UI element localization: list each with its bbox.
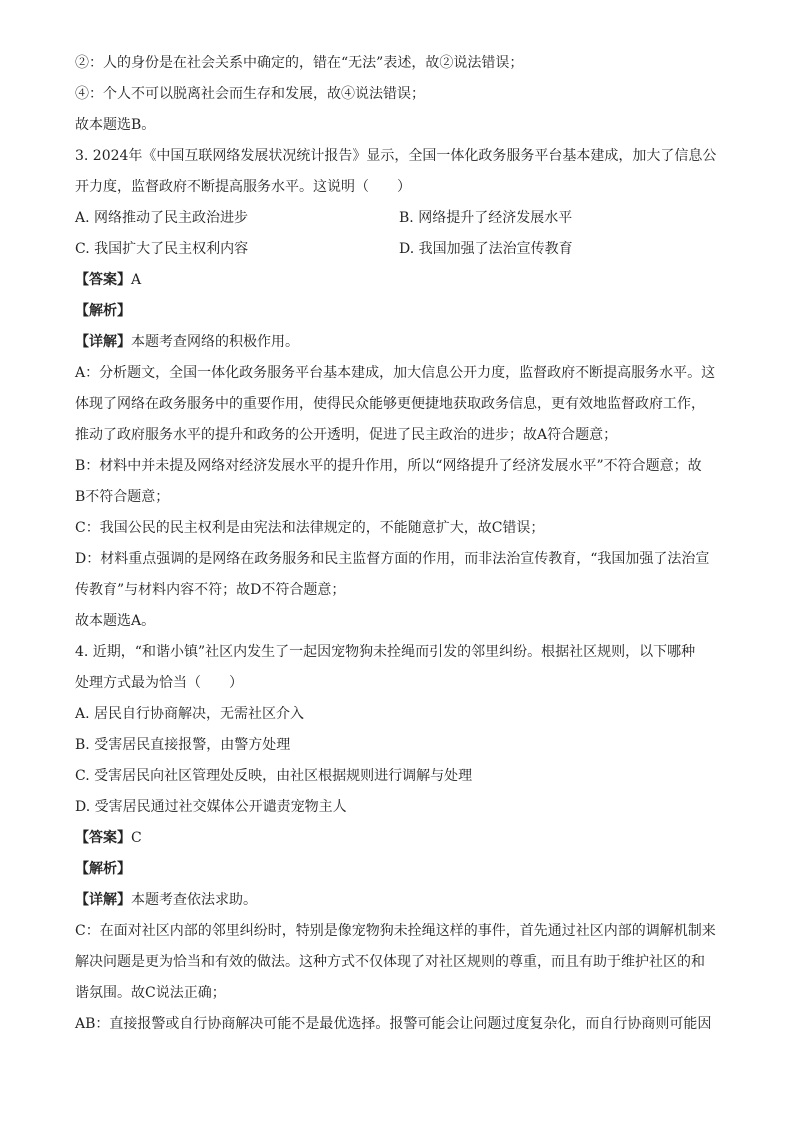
option-a: A. 网络推动了民主政治进步 (75, 210, 249, 226)
analysis-text: B不符合题意； (75, 489, 170, 505)
detail-text: 本题考查网络的积极作用。 (131, 334, 299, 350)
analysis-text: B：材料中并未提及网络对经济发展水平的提升作用，所以“网络提升了经济发展水平”不符合题意；故 (75, 458, 702, 474)
text-line: 故本题选B。 (75, 117, 156, 133)
answer-tag: 【答案】 (75, 272, 131, 288)
question-3-options-row (75, 242, 720, 273)
analysis-line (75, 304, 720, 335)
analysis-text: C：我国公民的民主权利是由宪法和法律规定的，不能随意扩大，故C错误； (75, 520, 545, 536)
option-d: D. 受害居民通过社交媒体公开谴责宠物主人 (75, 799, 347, 815)
analysis-line (75, 862, 720, 893)
detail-tag: 【详解】 (75, 334, 131, 350)
answer-line (75, 831, 720, 862)
question-3-stem: 3. 2024年《中国互联网络发展状况统计报告》显示，全国一体化政务服务平台基本建成，加大了信息公 (75, 148, 717, 164)
analysis-text: 故本题选A。 (75, 613, 156, 629)
question-3-stem: 开力度，监督政府不断提高服务水平。这说明（ ） (75, 179, 411, 195)
detail-tag: 【详解】 (75, 892, 131, 908)
detail-line (75, 335, 720, 366)
answer-value: A (131, 272, 142, 288)
analysis-text: 体现了网络在政务服务中的重要作用，使得民众能够更便捷地获取政务信息，更有效地监督政府工作， (75, 396, 705, 412)
question-3-options-row (75, 211, 720, 242)
analysis-text: 传教育”与材料内容不符；故D不符合题意； (75, 582, 346, 598)
analysis-tag: 【解析】 (75, 303, 131, 319)
analysis-text: AB：直接报警或自行协商解决可能不是最优选择。报警可能会让问题过度复杂化，而自行协商则可能因 (75, 1016, 712, 1032)
analysis-text: D：材料重点强调的是网络在政务服务和民主监督方面的作用，而非法治宣传教育，“我国加强了法治宣 (75, 551, 710, 567)
analysis-text: 推动了政府服务水平的提升和政务的公开透明，促进了民主政治的进步；故A符合题意； (75, 427, 618, 443)
question-4-stem: 4. 近期，“和谐小镇”社区内发生了一起因宠物狗未拴绳而引发的邻里纠纷。根据社区规则，以下哪种 (75, 644, 696, 660)
analysis-text: 谐氛围。故C说法正确； (75, 985, 226, 1001)
answer-line (75, 273, 720, 304)
detail-text: 本题考查依法求助。 (131, 892, 257, 908)
answer-value: C (131, 830, 142, 846)
analysis-tag: 【解析】 (75, 861, 131, 877)
option-b: B. 受害居民直接报警，由警方处理 (75, 737, 291, 753)
answer-tag: 【答案】 (75, 830, 131, 846)
option-c: C. 受害居民向社区管理处反映，由社区根据规则进行调解与处理 (75, 768, 473, 784)
text-line: ②：人的身份是在社会关系中确定的，错在“无法”表述，故②说法错误； (75, 55, 524, 71)
analysis-text: C：在面对社区内部的邻里纠纷时，特别是像宠物狗未拴绳这样的事件，首先通过社区内部的调解机制来 (75, 923, 716, 939)
analysis-text: 解决问题是更为恰当和有效的做法。这种方式不仅体现了对社区规则的尊重，而且有助于维护社区的和 (75, 954, 705, 970)
analysis-text: A：分析题文，全国一体化政务服务平台基本建成，加大信息公开力度，监督政府不断提高服务水平。这 (75, 365, 716, 381)
option-d: D. 我国加强了法治宣传教育 (399, 241, 573, 257)
detail-line (75, 893, 720, 924)
text-line: ④：个人不可以脱离社会而生存和发展，故④说法错误； (75, 86, 425, 102)
option-a: A. 居民自行协商解决，无需社区介入 (75, 706, 305, 722)
option-c: C. 我国扩大了民主权利内容 (75, 241, 249, 257)
question-4-stem: 处理方式最为恰当（ ） (75, 675, 243, 691)
document-page (75, 56, 720, 1048)
option-b: B. 网络提升了经济发展水平 (399, 210, 573, 226)
